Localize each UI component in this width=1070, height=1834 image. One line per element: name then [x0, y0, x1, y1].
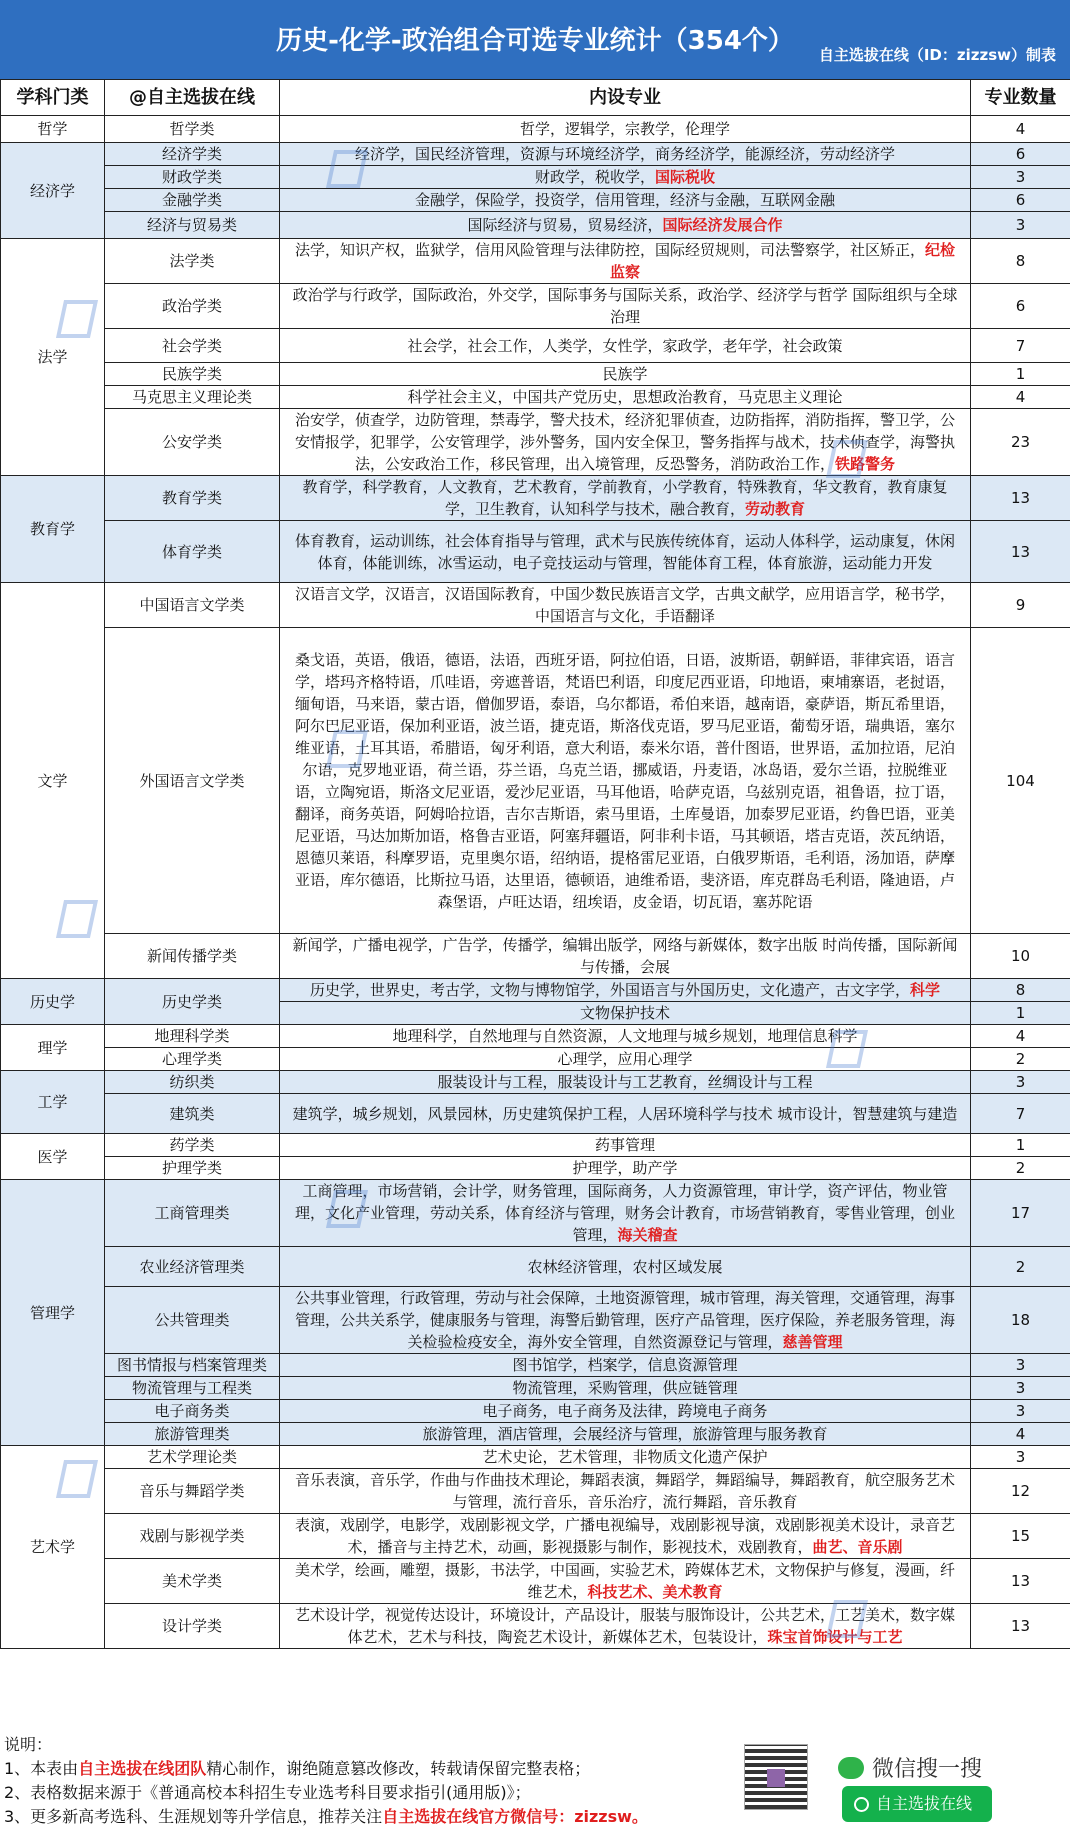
class-cell: 建筑类	[105, 1094, 280, 1134]
majors-cell	[280, 1002, 971, 1025]
majors-cell	[280, 1247, 971, 1287]
class-cell: 物流管理与工程类	[105, 1377, 280, 1400]
table-row	[1, 1354, 1070, 1377]
majors-text: 哲学，逻辑学，宗教学，伦理学	[519, 120, 730, 138]
count-cell: 3	[971, 1071, 1070, 1094]
category-cell: 管理学	[1, 1180, 105, 1446]
table-row	[1, 521, 1070, 583]
new-major-highlight: 国际经济发展合作	[662, 216, 783, 234]
table-row	[1, 1287, 1070, 1354]
table-header-row	[1, 80, 1070, 116]
class-cell: 地理科学类	[105, 1025, 280, 1048]
table-row	[1, 386, 1070, 409]
majors-text: 工商管理，市场营销，会计学，财务管理，国际商务，人力资源管理，审计学，资产评估，物业管理，文化产业管理，劳动关系，体育经济与管理，财务会计教育，市场营销教育，零售业管理，创业管理，	[294, 1182, 955, 1244]
table-row	[1, 166, 1070, 189]
new-major-highlight: 劳动教育	[745, 500, 806, 518]
major-table	[0, 79, 1070, 1649]
majors-cell	[280, 1377, 971, 1400]
class-cell: 护理学类	[105, 1157, 280, 1180]
new-major-highlight: 曲艺、音乐剧	[812, 1538, 903, 1556]
class-cell: 马克思主义理论类	[105, 386, 280, 409]
category-cell: 教育学	[1, 476, 105, 583]
majors-text: 体育教育，运动训练，社会体育指导与管理，武术与民族传统体育，运动人体科学，运动康复，休闲体育，体能训练，冰雪运动，电子竞技运动与管理，智能体育工程，体育旅游，运动能力开发	[294, 531, 955, 572]
class-cell: 体育学类	[105, 521, 280, 583]
majors-text: 音乐表演，音乐学，作曲与作曲技术理论，舞蹈表演，舞蹈学，舞蹈编导，舞蹈教育，航空服务艺术与管理，流行音乐，音乐治疗，流行舞蹈，音乐教育	[294, 1471, 955, 1511]
count-cell: 4	[971, 1423, 1070, 1446]
header-majors: 内设专业	[280, 80, 971, 116]
table-row	[1, 1604, 1070, 1649]
count-cell: 4	[971, 386, 1070, 409]
class-cell: 美术学类	[105, 1559, 280, 1604]
title-bar	[0, 0, 1070, 79]
majors-text: 桑戈语，英语，俄语，德语，法语，西班牙语，阿拉伯语，日语，波斯语，朝鲜语，菲律宾语，语言学，塔玛齐格特语，爪哇语，旁遮普语，梵语巴利语，印度尼西亚语，印地语，柬埔寨语，老挝语，缅甸语，马来语，蒙古语，僧伽罗语，泰语，乌尔都语，希伯来语，越南语，豪萨语，斯瓦希里语，阿尔巴尼亚语，保加利亚语，波兰语，捷克语，斯洛伐克语，罗马尼亚语，葡萄牙语，瑞典语，塞尔维亚语，土耳其语，希腊语，匈牙利语，意大利语，泰米尔语，普什图语，世界语，孟加拉语，尼泊尔语，克罗地亚语，荷兰语，芬兰语，乌克兰语，挪威语，丹麦语，冰岛语，爱尔兰语，拉脱维亚语，立陶宛语，斯洛文尼亚语，爱沙尼亚语，马耳他语，哈萨克语，乌兹别克语，祖鲁语，拉丁语，翻译，商务英语，阿姆哈拉语，吉尔吉斯语，索马里语，土库曼语，加泰罗尼亚语，约鲁巴语，亚美尼亚语，马达加斯加语，格鲁吉亚语，阿塞拜疆语，阿非利卡语，马其顿语，塔吉克语，茨瓦纳语，恩德贝莱语，科摩罗语，克里奥尔语，绍纳语，提格雷尼亚语，白俄罗斯语，毛利语，汤加语，萨摩亚语，库尔德语，比斯拉马语，达里语，德顿语，迪维希语，斐济语，库克群岛毛利语，隆迪语，卢森堡语，卢旺达语，纽埃语，皮金语，切瓦语，塞苏陀语	[294, 650, 955, 911]
class-cell: 心理学类	[105, 1048, 280, 1071]
count-cell: 6	[971, 143, 1070, 166]
table-row	[1, 1423, 1070, 1446]
class-cell: 旅游管理类	[105, 1423, 280, 1446]
count-cell: 12	[971, 1469, 1070, 1514]
class-cell: 历史学类	[105, 979, 280, 1025]
count-cell: 3	[971, 1446, 1070, 1469]
header-class: @自主选拔在线	[105, 80, 280, 116]
count-cell: 6	[971, 189, 1070, 212]
count-cell: 15	[971, 1514, 1070, 1559]
count-cell: 104	[971, 628, 1070, 934]
table-row	[1, 1400, 1070, 1423]
majors-cell	[280, 116, 971, 143]
table-row	[1, 1514, 1070, 1559]
count-cell: 7	[971, 329, 1070, 363]
count-cell: 1	[971, 1134, 1070, 1157]
class-cell: 金融学类	[105, 189, 280, 212]
table-row	[1, 628, 1070, 934]
notes-heading: 说明：	[4, 1735, 53, 1754]
majors-text: 表演，戏剧学，电影学，戏剧影视文学，广播电视编导，戏剧影视导演，戏剧影视美术设计，录音艺术，播音与主持艺术，动画，影视摄影与制作，影视技术，戏剧教育，	[294, 1516, 955, 1556]
count-cell: 4	[971, 1025, 1070, 1048]
new-major-highlight: 科学	[910, 981, 941, 999]
table-row	[1, 583, 1070, 628]
table-row	[1, 1094, 1070, 1134]
count-cell: 2	[971, 1048, 1070, 1071]
majors-text: 服装设计与工程，服装设计与工艺教育，丝绸设计与工程	[437, 1073, 813, 1091]
class-cell: 农业经济管理类	[105, 1247, 280, 1287]
majors-cell	[280, 409, 971, 476]
majors-text: 教育学，科学教育，人文教育，艺术教育，学前教育，小学教育，特殊教育，华文教育，教育康复学，卫生教育，认知科学与技术，融合教育，	[302, 478, 948, 518]
class-cell: 设计学类	[105, 1604, 280, 1649]
class-cell: 社会学类	[105, 329, 280, 363]
new-major-highlight: 铁路警务	[835, 455, 896, 473]
majors-cell	[280, 189, 971, 212]
new-major-highlight: 珠宝首饰设计与工艺	[767, 1628, 903, 1646]
majors-text: 图书馆学，档案学，信息资源管理	[512, 1356, 738, 1374]
table-row	[1, 239, 1070, 284]
class-cell: 哲学类	[105, 116, 280, 143]
count-cell: 7	[971, 1094, 1070, 1134]
count-cell: 13	[971, 521, 1070, 583]
category-cell: 医学	[1, 1134, 105, 1180]
majors-cell	[280, 1048, 971, 1071]
count-cell: 8	[971, 239, 1070, 284]
class-cell: 新闻传播学类	[105, 934, 280, 979]
table-row	[1, 116, 1070, 143]
majors-cell	[280, 1604, 971, 1649]
majors-cell	[280, 1423, 971, 1446]
new-major-highlight: 纪检监察	[609, 241, 956, 281]
category-cell: 工学	[1, 1071, 105, 1134]
majors-text: 艺术设计学，视觉传达设计，环境设计，产品设计，服装与服饰设计，公共艺术，工艺美术，数字媒体艺术，艺术与科技，陶瓷艺术设计，新媒体艺术，包装设计，	[294, 1606, 955, 1646]
class-cell: 外国语言文学类	[105, 628, 280, 934]
count-cell: 13	[971, 476, 1070, 521]
majors-cell	[280, 212, 971, 239]
majors-cell	[280, 1469, 971, 1514]
table-row	[1, 1377, 1070, 1400]
majors-cell	[280, 583, 971, 628]
majors-cell	[280, 329, 971, 363]
majors-cell	[280, 386, 971, 409]
table-row	[1, 1157, 1070, 1180]
table-row	[1, 284, 1070, 329]
wechat-search-label: 微信搜一搜	[838, 1752, 982, 1783]
table-row	[1, 143, 1070, 166]
count-cell: 8	[971, 979, 1070, 1002]
majors-cell	[280, 1446, 971, 1469]
header-count: 专业数量	[971, 80, 1070, 116]
majors-cell	[280, 1287, 971, 1354]
majors-text: 文物保护技术	[579, 1004, 670, 1022]
table-row	[1, 1025, 1070, 1048]
class-cell: 民族学类	[105, 363, 280, 386]
count-cell: 1	[971, 363, 1070, 386]
majors-text: 物流管理，采购管理，供应链管理	[512, 1379, 738, 1397]
majors-cell	[280, 476, 971, 521]
majors-cell	[280, 1180, 971, 1247]
category-cell: 理学	[1, 1025, 105, 1071]
count-cell: 3	[971, 1354, 1070, 1377]
qr-code-image	[744, 1744, 808, 1810]
majors-cell	[280, 1400, 971, 1423]
table-row	[1, 1071, 1070, 1094]
table-row	[1, 934, 1070, 979]
count-cell: 3	[971, 166, 1070, 189]
category-cell: 经济学	[1, 143, 105, 239]
class-cell: 财政学类	[105, 166, 280, 189]
count-cell: 3	[971, 1377, 1070, 1400]
count-cell: 3	[971, 212, 1070, 239]
majors-cell	[280, 166, 971, 189]
majors-cell	[280, 521, 971, 583]
table-row	[1, 1247, 1070, 1287]
category-cell: 文学	[1, 583, 105, 979]
table-row	[1, 1469, 1070, 1514]
wechat-search-button[interactable]: 自主选拔在线	[842, 1786, 992, 1822]
table-row	[1, 329, 1070, 363]
class-cell: 公共管理类	[105, 1287, 280, 1354]
category-cell: 法学	[1, 239, 105, 476]
majors-text: 法学，知识产权，监狱学，信用风险管理与法律防控，国际经贸规则，司法警察学，社区矫正，	[294, 241, 925, 259]
class-cell: 公安学类	[105, 409, 280, 476]
table-row	[1, 476, 1070, 521]
majors-text: 旅游管理，酒店管理，会展经济与管理，旅游管理与服务教育	[422, 1425, 828, 1443]
majors-cell	[280, 1094, 971, 1134]
class-cell: 电子商务类	[105, 1400, 280, 1423]
table-row	[1, 1446, 1070, 1469]
category-cell: 哲学	[1, 116, 105, 143]
majors-cell	[280, 363, 971, 386]
majors-cell	[280, 979, 971, 1002]
majors-text: 农林经济管理，农村区域发展	[527, 1257, 723, 1276]
new-major-highlight: 慈善管理	[782, 1333, 843, 1351]
class-cell: 教育学类	[105, 476, 280, 521]
majors-text: 金融学，保险学，投资学，信用管理，经济与金融，互联网金融	[414, 191, 835, 209]
count-cell: 6	[971, 284, 1070, 329]
table-row	[1, 189, 1070, 212]
majors-text: 民族学	[602, 365, 648, 383]
majors-text: 药事管理	[594, 1136, 655, 1154]
table-row	[1, 979, 1070, 1002]
class-cell: 政治学类	[105, 284, 280, 329]
majors-cell	[280, 1157, 971, 1180]
majors-cell	[280, 1071, 971, 1094]
table-row	[1, 1134, 1070, 1157]
new-major-highlight: 国际税收	[655, 168, 716, 186]
majors-text: 艺术史论，艺术管理，非物质文化遗产保护	[482, 1448, 768, 1466]
majors-cell	[280, 628, 971, 934]
category-cell: 艺术学	[1, 1446, 105, 1649]
majors-text: 心理学，应用心理学	[557, 1050, 693, 1068]
count-cell: 1	[971, 1002, 1070, 1025]
table-row	[1, 212, 1070, 239]
count-cell: 2	[971, 1157, 1070, 1180]
majors-text: 财政学，税收学，	[534, 168, 655, 186]
class-cell: 药学类	[105, 1134, 280, 1157]
majors-cell	[280, 143, 971, 166]
note-3: 3、更多新高考选科、生涯规划等升学信息，推荐关注自主选拔在线官方微信号：zizzsw。	[4, 1807, 648, 1826]
class-cell: 音乐与舞蹈学类	[105, 1469, 280, 1514]
class-cell: 艺术学理论类	[105, 1446, 280, 1469]
class-cell: 工商管理类	[105, 1180, 280, 1247]
count-cell: 4	[971, 116, 1070, 143]
majors-text: 护理学，助产学	[572, 1159, 678, 1177]
majors-text: 政治学与行政学，国际政治，外交学，国际事务与国际关系，政治学、经济学与哲学 国际组织与全球治理	[292, 286, 958, 326]
majors-text: 国际经济与贸易，贸易经济，	[467, 216, 663, 234]
wechat-icon	[838, 1757, 864, 1779]
class-cell: 戏剧与影视学类	[105, 1514, 280, 1559]
majors-text: 治安学，侦查学，边防管理，禁毒学，警犬技术，经济犯罪侦查，边防指挥，消防指挥，警卫学，公安情报学，犯罪学，公安管理学，涉外警务，国内安全保卫，警务指挥与战术，技术侦查学，海警执法，公安政治工作，移民管理，出入境管理，反恐警务，消防政治工作，	[294, 411, 955, 473]
majors-cell	[280, 1514, 971, 1559]
class-cell: 中国语言文学类	[105, 583, 280, 628]
class-cell: 经济学类	[105, 143, 280, 166]
majors-text: 历史学，世界史，考古学，文物与博物馆学，外国语言与外国历史，文化遗产，古文字学，	[309, 981, 910, 999]
count-cell: 18	[971, 1287, 1070, 1354]
count-cell: 13	[971, 1559, 1070, 1604]
majors-cell	[280, 1025, 971, 1048]
class-cell: 法学类	[105, 239, 280, 284]
table-row	[1, 363, 1070, 386]
table-row	[1, 1048, 1070, 1071]
new-major-highlight: 科技艺术、美术教育	[587, 1583, 723, 1601]
majors-text: 建筑学，城乡规划，风景园林，历史建筑保护工程，人居环境科学与技术 城市设计，智慧建筑与建造	[292, 1104, 958, 1123]
majors-text: 科学社会主义，中国共产党历史，思想政治教育，马克思主义理论	[407, 388, 843, 406]
header-category: 学科门类	[1, 80, 105, 116]
class-cell: 图书情报与档案管理类	[105, 1354, 280, 1377]
note-2: 2、表格数据来源于《普通高校本科招生专业选考科目要求指引(通用版)》；	[4, 1783, 531, 1802]
class-cell: 纺织类	[105, 1071, 280, 1094]
majors-text: 经济学，国民经济管理，资源与环境经济学，商务经济学，能源经济，劳动经济学	[354, 145, 895, 163]
note-1: 1、本表由自主选拔在线团队精心制作，谢绝随意篡改修改，转载请保留完整表格；	[4, 1759, 591, 1778]
class-cell: 经济与贸易类	[105, 212, 280, 239]
count-cell: 13	[971, 1604, 1070, 1649]
majors-text: 美术学，绘画，雕塑，摄影，书法学，中国画，实验艺术，跨媒体艺术，文物保护与修复，漫画，纤维艺术，	[294, 1561, 955, 1601]
count-cell: 10	[971, 934, 1070, 979]
table-row	[1, 409, 1070, 476]
page-subtitle: 自主选拔在线（ID：zizzsw）制表	[818, 46, 1056, 64]
majors-text: 电子商务，电子商务及法律，跨境电子商务	[482, 1402, 768, 1420]
majors-text: 社会学，社会工作，人类学，女性学，家政学，老年学，社会政策	[407, 336, 843, 355]
page-title: 历史-化学-政治组合可选专业统计（354个）	[276, 26, 794, 56]
majors-cell	[280, 239, 971, 284]
majors-cell	[280, 934, 971, 979]
majors-text: 地理科学，自然地理与自然资源，人文地理与城乡规划，地理信息科学	[392, 1027, 858, 1045]
table-row	[1, 1559, 1070, 1604]
count-cell: 9	[971, 583, 1070, 628]
majors-cell	[280, 1354, 971, 1377]
majors-text: 汉语言文学，汉语言，汉语国际教育，中国少数民族语言文学，古典文献学，应用语言学，秘书学，中国语言与文化，手语翻译	[294, 585, 955, 625]
majors-cell	[280, 1559, 971, 1604]
count-cell: 3	[971, 1400, 1070, 1423]
table-row	[1, 1180, 1070, 1247]
new-major-highlight: 海关稽查	[617, 1226, 678, 1244]
majors-text: 新闻学，广播电视学，广告学，传播学，编辑出版学，网络与新媒体，数字出版 时尚传播，国际新闻与传播，会展	[292, 936, 958, 976]
majors-cell	[280, 284, 971, 329]
count-cell: 17	[971, 1180, 1070, 1247]
majors-text: 公共事业管理，行政管理，劳动与社会保障，土地资源管理，城市管理，海关管理，交通管理，海事管理，公共关系学，健康服务与管理，海警后勤管理，医疗产品管理，医疗保险，养老服务管理，海关检验检疫安全，海外安全管理，自然资源登记与管理，	[294, 1289, 955, 1351]
category-cell: 历史学	[1, 979, 105, 1025]
count-cell: 23	[971, 409, 1070, 476]
count-cell: 2	[971, 1247, 1070, 1287]
majors-cell	[280, 1134, 971, 1157]
